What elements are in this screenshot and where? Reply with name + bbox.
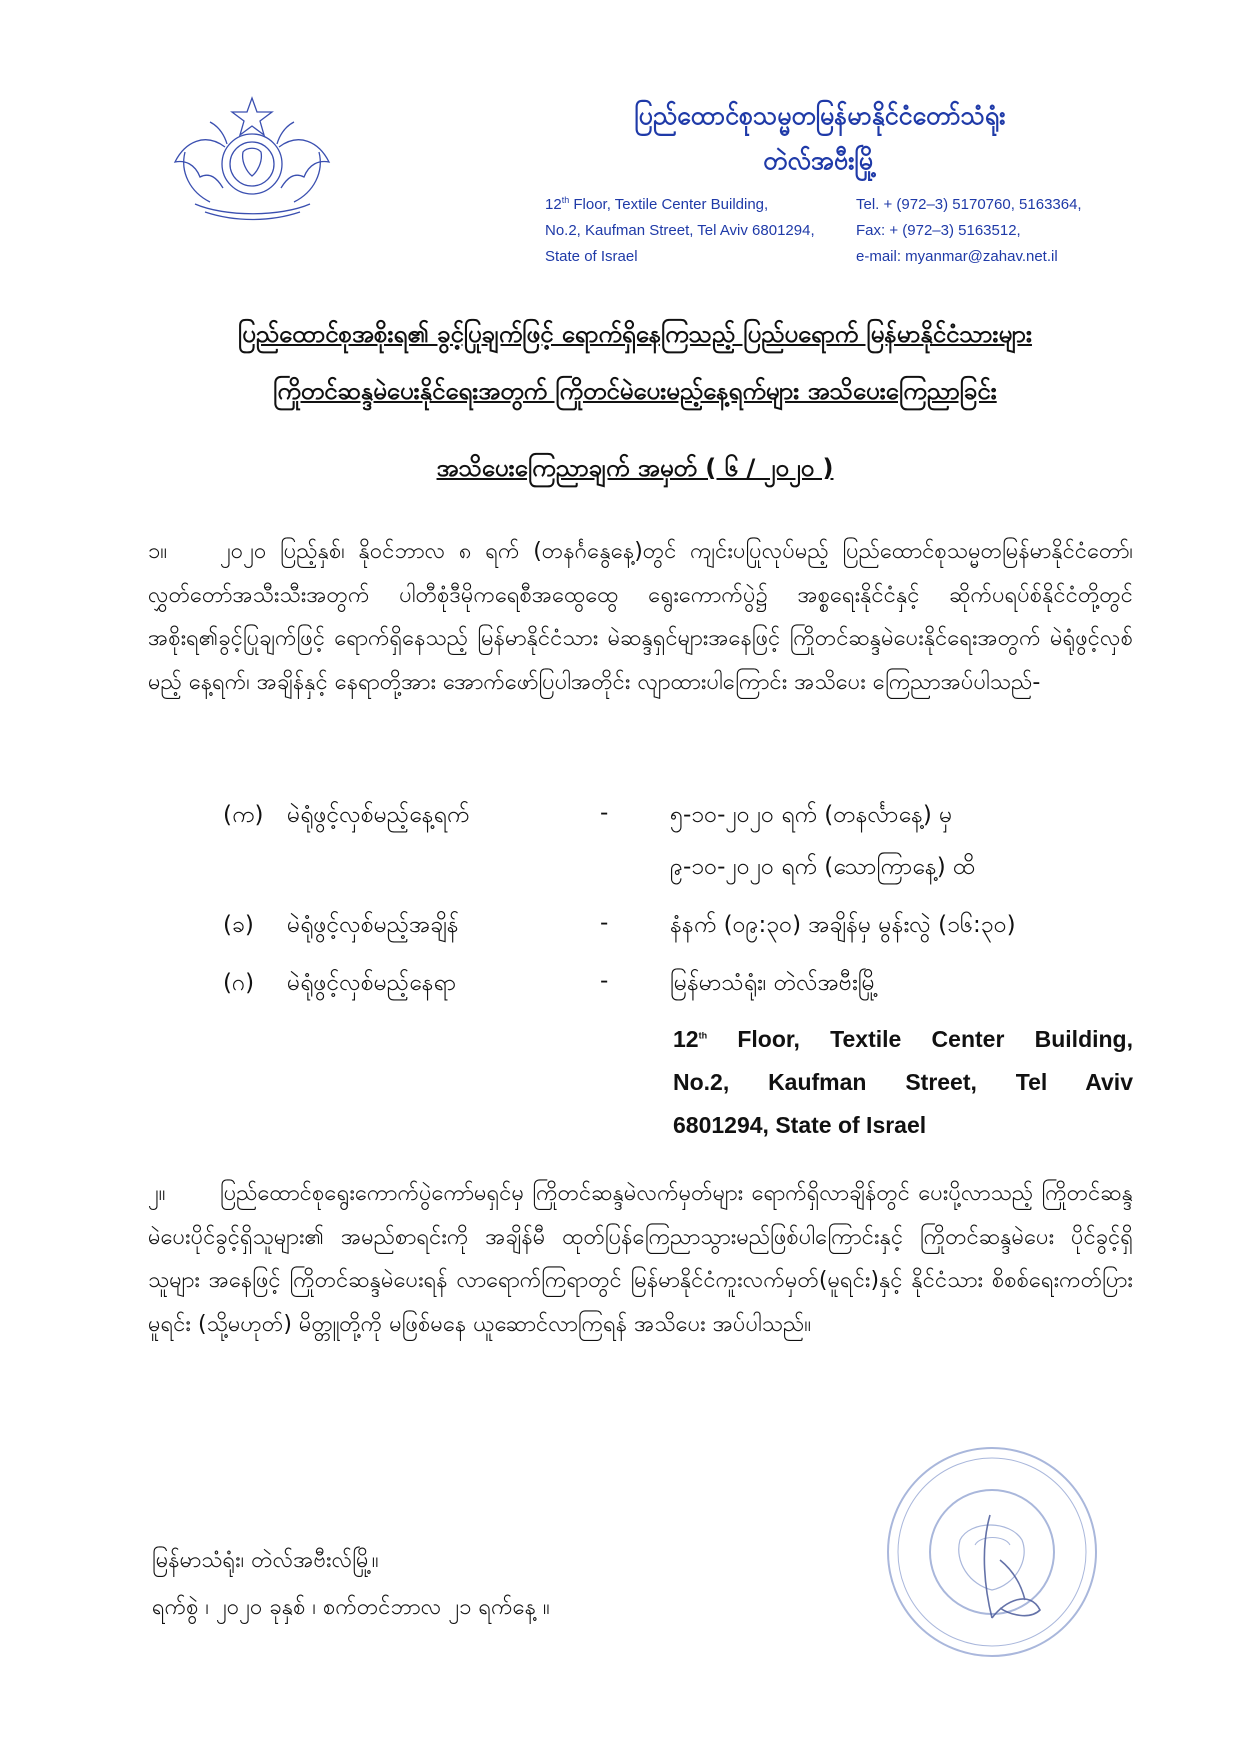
- item-c-label: (ဂ): [223, 970, 255, 996]
- venue-address-line1: Floor, Textile Center Building,: [707, 1026, 1133, 1052]
- fax: Fax: + (972–3) 5163512,: [856, 222, 1021, 239]
- item-a-name: မဲရုံဖွင့်လှစ်မည့်နေ့ရက်: [287, 802, 470, 828]
- subject-line2: ကြိုတင်ဆန္ဒမဲပေးနိုင်ရေးအတွက် ကြိုတင်မဲပေးမည့်နေ့ရက်များ အသိပေးကြေညာခြင်း: [273, 377, 997, 405]
- official-seal-icon: [880, 1440, 1105, 1665]
- address-line2: No.2, Kaufman Street, Tel Aviv 6801294,: [545, 222, 815, 239]
- item-a-dash: -: [600, 800, 609, 826]
- venue-address-line3: 6801294, State of Israel: [673, 1112, 927, 1138]
- item-b-dash: -: [600, 910, 609, 936]
- venue-floor-number: 12: [673, 1026, 699, 1052]
- item-b-name: မဲရုံဖွင့်လှစ်မည့်အချိန်: [287, 912, 459, 938]
- item-a-value2: ၉-၁၀-၂၀၂၀ ရက် (သောကြာနေ့) ထိ: [670, 854, 976, 880]
- embassy-address: [545, 192, 845, 270]
- paragraph-2-text: ပြည်ထောင်စုရွေးကောက်ပွဲကော်မရှင်မှ ကြိုတင်ဆန္ဒမဲလက်မှတ်များ ရောက်ရှိလာချိန်တွင် ပေးပို့လာသည့် ကြိုတင်ဆန္ဒမဲပေးပိုင်ခွင့်ရှိသူများ၏ အမည်စာရင်းကို အချိန်မီ ထုတ်ပြန်ကြေညာသွားမည်ဖြစ်ပါကြောင်းနှင့် ကြိုတင်ဆန္ဒမဲပေး ပိုင်ခွင့်ရှိသူများ အနေဖြင့် ကြိုတင်ဆန္ဒမဲပေးရန် လာရောက်ကြရာတွင် မြန်မာနိုင်ငံကူးလက်မှတ်(မူရင်း)နှင့် နိုင်ငံသား စိစစ်ရေးကတ်ပြားမူရင်း (သို့မဟုတ်) မိတ္တူတို့ကို မဖြစ်မနေ ယူဆောင်လာကြရန် အသိပေး အပ်ပါသည်။: [148, 1181, 1133, 1337]
- paragraph-1: [148, 530, 1133, 704]
- floor-number: 12: [545, 196, 562, 213]
- footer-issuer: မြန်မာသံရုံး၊ တဲလ်အဗီးလ်မြို့။: [152, 1548, 379, 1573]
- paragraph-2: [148, 1172, 1133, 1346]
- floor-suffix: th: [561, 195, 570, 205]
- paragraph-1-number: ၁။: [148, 539, 168, 564]
- paragraph-2-number: ၂။: [148, 1181, 166, 1206]
- footer-date: ရက်စွဲ ၊ ၂၀၂၀ ခုနှစ် ၊ စက်တင်ဘာလ ၂၁ ရက်နေ့ ။: [152, 1595, 550, 1620]
- embassy-title: ပြည်ထောင်စုသမ္မတမြန်မာနိုင်ငံတော်သံရုံး: [634, 101, 1006, 130]
- email: e-mail: myanmar@zahav.net.il: [856, 248, 1058, 265]
- notice-number: အသိပေးကြေညာချက် အမှတ် ( ၆ / ၂၀၂၀ ): [436, 454, 834, 482]
- telephone: Tel. + (972–3) 5170760, 5163364,: [856, 196, 1082, 213]
- item-a-label: (က): [223, 802, 264, 828]
- item-c-dash: -: [600, 968, 609, 994]
- address-line1: Floor, Textile Center Building,: [569, 196, 769, 213]
- item-b-value: နံနက် (၀၉:၃၀) အချိန်မှ မွန်းလွဲ (၁၆:၃၀): [670, 912, 1016, 938]
- item-c-name: မဲရုံဖွင့်လှစ်မည့်နေရာ: [287, 970, 457, 996]
- address-line3: State of Israel: [545, 248, 638, 265]
- embassy-city: တဲလ်အဗီးမြို့: [763, 146, 877, 175]
- subject-line1: ပြည်ထောင်စုအစိုးရ၏ ခွင့်ပြုချက်ဖြင့် ရောက်ရှိနေကြသည့် ပြည်ပရောက် မြန်မာနိုင်ငံသားများ: [238, 320, 1032, 348]
- state-emblem-icon: [165, 92, 340, 222]
- item-a-value: ၅-၁၀-၂၀၂၀ ရက် (တနင်္လာနေ့) မှ: [670, 802, 953, 828]
- venue-floor-suffix: th: [698, 1030, 708, 1041]
- embassy-contact: [856, 192, 1116, 270]
- venue-address: [673, 1018, 1133, 1147]
- venue-address-line2: No.2, Kaufman Street, Tel Aviv: [673, 1069, 1133, 1095]
- paragraph-1-text: ၂၀၂၀ ပြည့်နှစ်၊ နိုဝင်ဘာလ ၈ ရက် (တနင်္ဂနွေနေ့)တွင် ကျင်းပပြုလုပ်မည့် ပြည်ထောင်စုသမ္မတမြန်မာနိုင်ငံတော်၊ လွှတ်တော်အသီးသီးအတွက် ပါတီစုံဒီမိုကရေစီအထွေထွေ ရွေးကောက်ပွဲ၌ အစ္စရေးနိုင်ငံနှင့် ဆိုက်ပရပ်စ်နိုင်ငံတို့တွင် အစိုးရ၏ခွင့်ပြုချက်ဖြင့် ရောက်ရှိနေသည့် မြန်မာနိုင်ငံသား မဲဆန္ဒရှင်များအနေဖြင့် ကြိုတင်ဆန္ဒမဲပေးနိုင်ရေးအတွက် မဲရုံဖွင့်လှစ်မည့် နေ့ရက်၊ အချိန်နှင့် နေရာတို့အား အောက်ဖော်ပြပါအတိုင်း လျာထားပါကြောင်း အသိပေး ကြေညာအပ်ပါသည်-: [148, 539, 1133, 695]
- item-b-label: (ခ): [223, 912, 254, 938]
- item-c-value: မြန်မာသံရုံး၊ တဲလ်အဗီးမြို့: [670, 970, 879, 996]
